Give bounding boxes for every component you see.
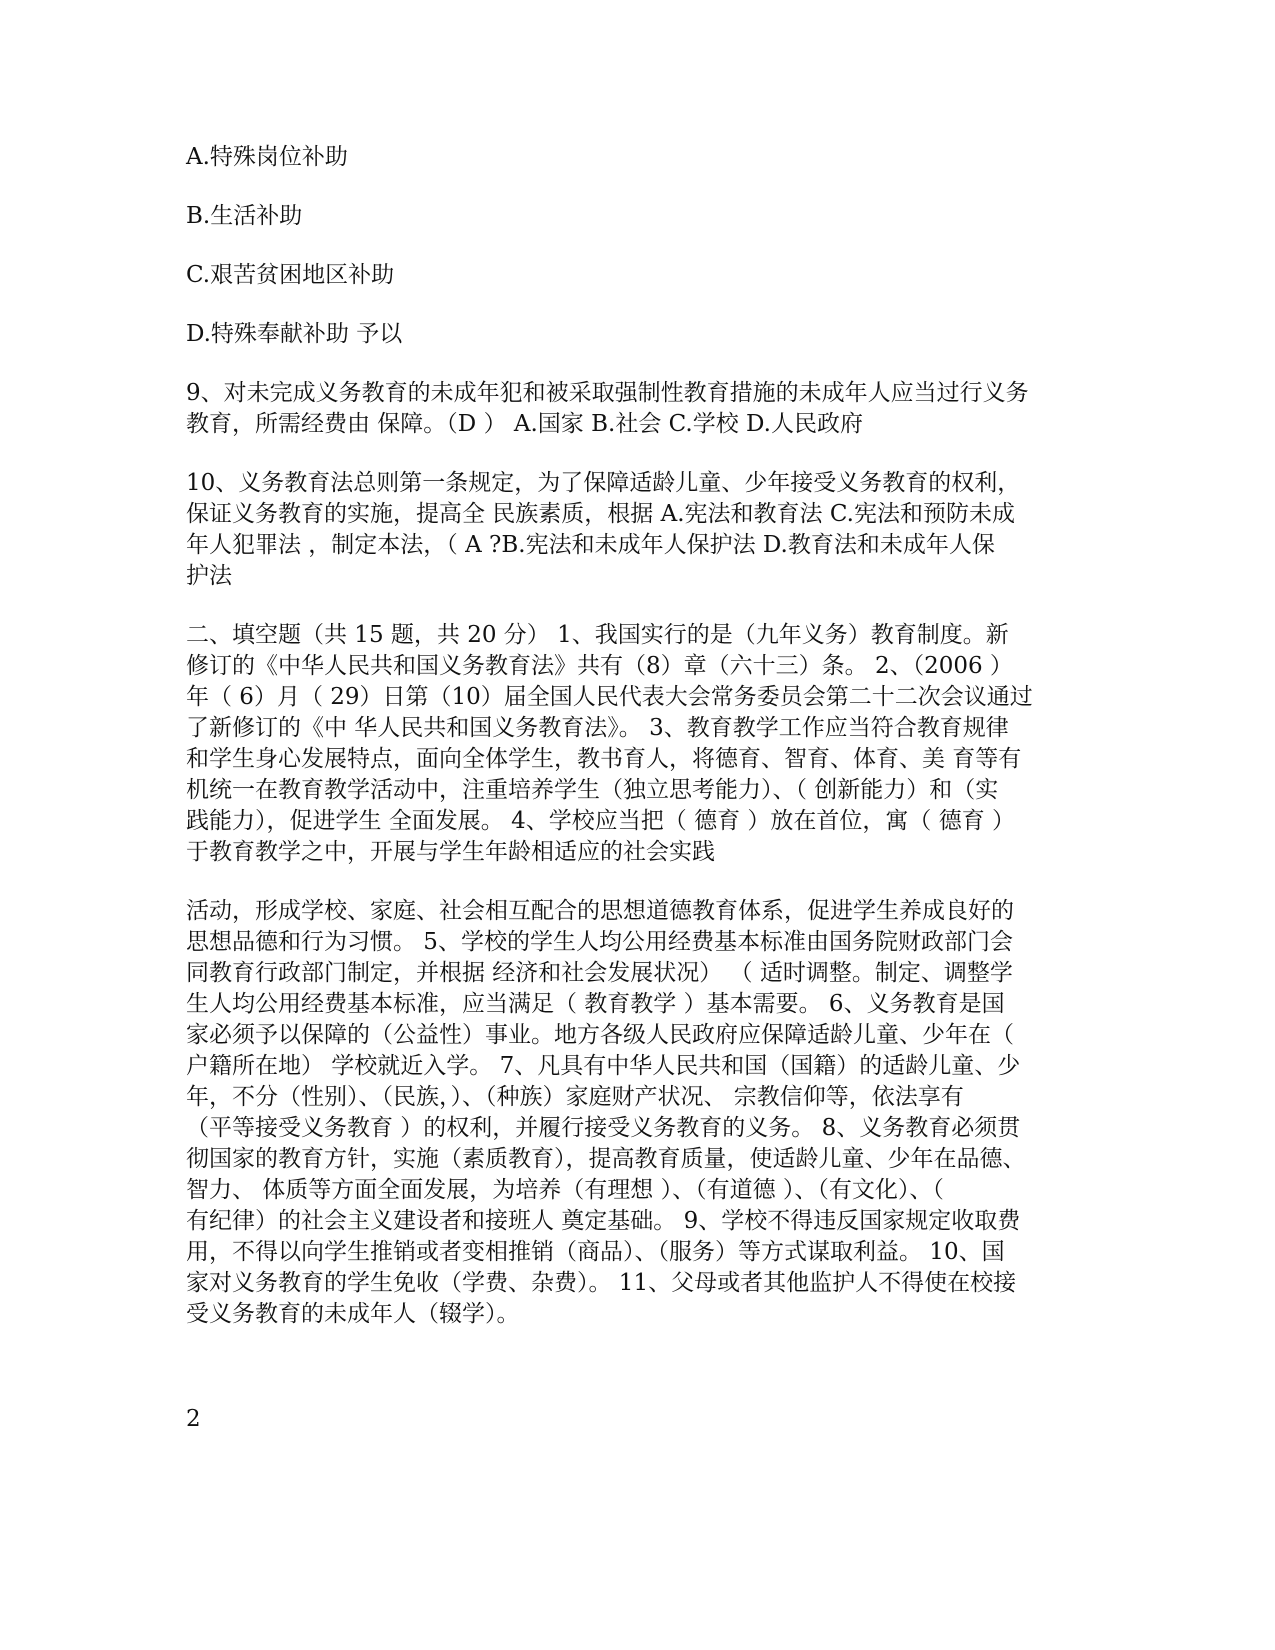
text-line: 家必须予以保障的（公益性）事业。地方各级人民政府应保障适龄儿童、少年在（ (186, 1022, 1014, 1048)
text-line: 家对义务教育的学生免收（学费、杂费）。 11、父母或者其他监护人不得使在校接 (186, 1270, 1017, 1296)
option-b: B.生活补助 (186, 203, 303, 229)
fill-in-section-part-2 (186, 896, 1106, 1330)
option-d: D.特殊奉献补助 予以 (186, 321, 403, 347)
page-number: 2 (186, 1406, 201, 1432)
text-line: 修订的《中华人民共和国义务教育法》共有（8）章（六十三）条。 2、（2006 ） (186, 653, 1013, 679)
text-line: 活动，形成学校、家庭、社会相互配合的思想道德教育体系，促进学生养成良好的 (186, 898, 1014, 924)
text-line: 户籍所在地） 学校就近入学。 7、凡具有中华人民共和国（国籍）的适龄儿童、少 (186, 1053, 1021, 1079)
text-line: 智力、 体质等方面全面发展，为培养（有理想 ）、（有道德 ）、（有文化）、（ (186, 1177, 944, 1203)
text-line: 9、对未完成义务教育的未成年犯和被采取强制性教育措施的未成年人应当过行义务 (186, 380, 1029, 406)
text-line: 年，不分（性别）、（民族，）、（种族）家庭财产状况、 宗教信仰等，依法享有 (186, 1084, 964, 1110)
text-line: 10、义务教育法总则第一条规定，为了保障适龄儿童、少年接受义务教育的权利， (186, 470, 1021, 496)
text-line: 于教育教学之中，开展与学生年龄相适应的社会实践 (186, 839, 715, 865)
fill-in-section-part-1 (186, 620, 1106, 868)
question-9 (186, 378, 1106, 440)
text-line: 教育，所需经费由 保障。（D ） A.国家 B.社会 C.学校 D.人民政府 (186, 411, 863, 437)
text-line: 思想品德和行为习惯。 5、学校的学生人均公用经费基本标准由国务院财政部门会 (186, 929, 1013, 955)
option-a: A.特殊岗位补助 (186, 144, 348, 170)
question-10 (186, 468, 1106, 592)
option-c: C.艰苦贫困地区补助 (186, 262, 395, 288)
text-line: 用，不得以向学生推销或者变相推销（商品）、（服务）等方式谋取利益。 10、国 (186, 1239, 1005, 1265)
text-line: 有纪律）的社会主义建设者和接班人 奠定基础。 9、学校不得违反国家规定收取费 (186, 1208, 1021, 1234)
text-line: 机统一在教育教学活动中，注重培养学生（独立思考能力）、（ 创新能力）和（实 (186, 777, 999, 803)
text-line: 保证义务教育的实施，提高全 民族素质，根据 A.宪法和教育法 C.宪法和预防未成 (186, 501, 1015, 527)
document-page (186, 142, 1106, 1330)
text-line: 了新修订的《中 华人民共和国义务教育法》。 3、教育教学工作应当符合教育规律 (186, 715, 1009, 741)
text-line: 和学生身心发展特点，面向全体学生，教书育人，将德育、智育、体育、美 育等有 (186, 746, 1022, 772)
text-line: 护法 (186, 563, 232, 589)
text-line: （平等接受义务教育 ）的权利，并履行接受义务教育的义务。 8、义务教育必须贯 (186, 1115, 1021, 1141)
text-line: 二、填空题（共 15 题，共 20 分） 1、我国实行的是（九年义务）教育制度。新 (186, 622, 1009, 648)
text-line: 受义务教育的未成年人（辍学）。 (186, 1301, 520, 1327)
text-line: 践能力），促进学生 全面发展。 4、学校应当把（ 德育 ）放在首位，寓（ 德育 ） (186, 808, 1015, 834)
text-line: 彻国家的教育方针，实施（素质教育），提高教育质量，使适龄儿童、少年在品德、 (186, 1146, 1026, 1172)
text-line: 年人犯罪法 ，制定本法，（ A ?B.宪法和未成年人保护法 D.教育法和未成年人保 (186, 532, 995, 558)
text-line: 生人均公用经费基本标准，应当满足（ 教育教学 ）基本需要。 6、义务教育是国 (186, 991, 1005, 1017)
text-line: 年（ 6）月（ 29）日第（10）届全国人民代表大会常务委员会第二十二次会议通过 (186, 684, 1033, 710)
text-line: 同教育行政部门制定，并根据 经济和社会发展状况） （ 适时调整。制定、调整学 (186, 960, 1013, 986)
